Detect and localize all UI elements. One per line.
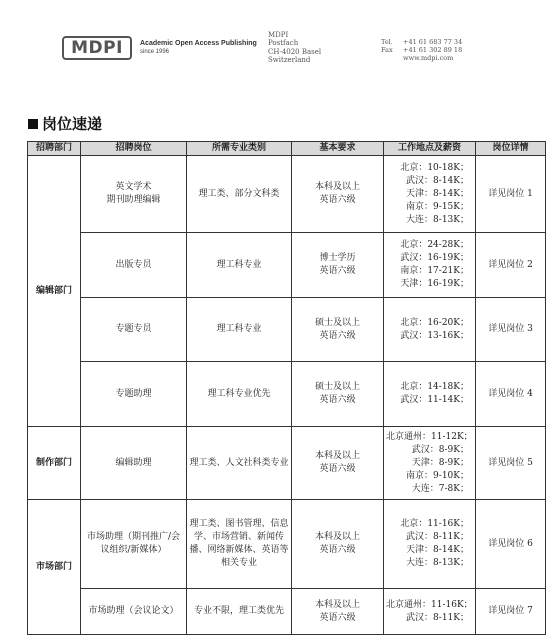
location-line: 大连：8-13K；: [406, 214, 469, 225]
cell-line: 市场助理（会议论文）: [88, 606, 179, 616]
cell-line: 本科及以上: [314, 182, 360, 192]
table-row: [28, 362, 546, 427]
location-line: 北京：14-18K；: [400, 382, 469, 392]
col-header: 岗位详情: [476, 142, 546, 156]
location-line: 大连：7-8K；: [411, 483, 469, 494]
contact-web[interactable]: www.mdpi.com: [403, 54, 454, 62]
location-salary-cell: [384, 233, 476, 298]
cell-line: 出版专员: [115, 259, 152, 270]
location-line: 武汉：16-19K；: [400, 253, 469, 263]
cell-line: 理工类、人文社科类专业: [189, 457, 289, 468]
requirement-cell: [292, 298, 384, 362]
cell-line: 英语六级: [319, 545, 356, 555]
table-header-row: [28, 142, 546, 156]
col-header: 基本要求: [292, 142, 384, 156]
location-line: 南京：9-10K；: [406, 470, 469, 481]
location-line: 武汉：11-14K；: [400, 395, 469, 405]
location-salary-cell: [384, 298, 476, 362]
cell-line: 理工科专业: [216, 259, 262, 270]
cell-line: 硕士及以上: [314, 382, 360, 392]
cell-line: 硕士及以上: [314, 317, 360, 328]
location-line: 北京：24-28K；: [400, 240, 469, 250]
table-row: [28, 427, 546, 500]
logo-mark: MDPI: [62, 36, 132, 60]
cell-line: 专题助理: [115, 388, 152, 399]
cell-line: 英语六级: [319, 266, 356, 276]
location-line: 北京：11-16K；: [400, 519, 469, 529]
cell-line: 专题专员: [115, 324, 152, 334]
location-salary-cell: [384, 362, 476, 427]
major-cell: [187, 427, 292, 500]
requirement-cell: [292, 233, 384, 298]
location-line: 北京通州：11-12K；: [386, 431, 473, 442]
cell-line: 理工类、部分文科类: [198, 188, 280, 199]
since-text: since 1996: [140, 49, 170, 55]
cell-line: 博士学历: [319, 253, 356, 263]
cell-line: 英语六级: [319, 464, 356, 474]
position-cell: [81, 298, 187, 362]
detail-link[interactable]: 详见岗位 5: [476, 427, 546, 500]
address-line: Switzerland: [268, 55, 311, 64]
location-line: 天津：8-9K；: [411, 457, 469, 468]
location-line: 北京通州：11-16K；: [386, 599, 473, 610]
location-line: 大连：8-13K；: [406, 558, 469, 568]
col-header: 所需专业类别: [187, 142, 292, 156]
contact-tel: Tel. +41 61 683 77 34: [381, 38, 463, 46]
cell-line: 期刊助理编辑: [106, 195, 161, 205]
cell-line: 英语六级: [319, 612, 356, 623]
cell-line: 理工类、图书管理、信息学、市场营销、新闻传播、网络新媒体、英语等相关专业: [189, 519, 289, 568]
major-cell: [187, 362, 292, 427]
position-cell: [81, 233, 187, 298]
col-header: 工作地点及薪资: [384, 142, 476, 156]
major-cell: [187, 233, 292, 298]
jobs-table: [27, 141, 546, 635]
location-line: 南京：9-15K；: [406, 201, 469, 212]
major-cell: [187, 500, 292, 589]
table-row: [28, 156, 546, 233]
location-line: 武汉：8-14K；: [406, 175, 469, 186]
dept-cell: 编辑部门: [28, 156, 81, 427]
major-cell: [187, 589, 292, 635]
table-row: [28, 589, 546, 635]
position-cell: [81, 500, 187, 589]
major-cell: [187, 156, 292, 233]
requirement-cell: [292, 500, 384, 589]
position-cell: [81, 427, 187, 500]
cell-line: 本科及以上: [314, 532, 360, 542]
cell-line: 英语六级: [319, 330, 356, 341]
square-bullet-icon: [28, 119, 38, 129]
location-line: 武汉：8-11K；: [406, 612, 469, 623]
address-block: [268, 31, 321, 64]
location-salary-cell: [384, 427, 476, 500]
detail-link[interactable]: 详见岗位 1: [476, 156, 546, 233]
detail-link[interactable]: 详见岗位 6: [476, 500, 546, 589]
cell-line: 英语六级: [319, 195, 356, 205]
location-line: 南京：17-21K；: [400, 266, 469, 276]
col-header: 招聘岗位: [81, 142, 187, 156]
requirement-cell: [292, 156, 384, 233]
cell-line: 本科及以上: [314, 451, 360, 461]
location-line: 北京：16-20K；: [400, 317, 469, 328]
cell-line: 专业不限，理工类优先: [193, 606, 284, 616]
location-line: 武汉：8-11K；: [406, 532, 469, 542]
cell-line: 理工科专业: [216, 324, 262, 334]
cell-line: 编辑助理: [115, 457, 152, 468]
detail-link[interactable]: 详见岗位 2: [476, 233, 546, 298]
cell-line: 本科及以上: [314, 599, 360, 610]
col-header: 招聘部门: [28, 142, 81, 156]
location-line: 天津：16-19K；: [400, 279, 469, 289]
detail-link[interactable]: 详见岗位 3: [476, 298, 546, 362]
position-cell: [81, 589, 187, 635]
position-cell: [81, 362, 187, 427]
requirement-cell: [292, 362, 384, 427]
mdpi-logo: [62, 36, 257, 60]
position-cell: [81, 156, 187, 233]
table-row: [28, 233, 546, 298]
detail-link[interactable]: 详见岗位 4: [476, 362, 546, 427]
requirement-cell: [292, 427, 384, 500]
cell-line: 理工科专业优先: [207, 388, 271, 399]
location-line: 武汉：8-9K；: [411, 444, 469, 455]
contact-fax: Fax +41 61 302 89 18: [381, 46, 463, 54]
major-cell: [187, 298, 292, 362]
address-line: Postfach: [268, 39, 299, 48]
logo-tagline: [140, 39, 257, 57]
requirement-cell: [292, 589, 384, 635]
cell-line: 英文学术: [115, 182, 152, 192]
location-line: 武汉：13-16K；: [400, 330, 469, 341]
location-salary-cell: [384, 156, 476, 233]
letterhead: [0, 0, 554, 80]
location-salary-cell: [384, 589, 476, 635]
address-line: CH-4020 Basel: [268, 47, 322, 56]
dept-cell: 市场部门: [28, 500, 81, 635]
location-line: 天津：8-14K；: [406, 188, 469, 199]
detail-link[interactable]: 详见岗位 7: [476, 589, 546, 635]
table-row: [28, 500, 546, 589]
location-salary-cell: [384, 500, 476, 589]
section-title: 岗位速递: [28, 113, 102, 134]
cell-line: 英语六级: [319, 395, 356, 405]
contact-block: [381, 38, 462, 62]
location-line: 天津：8-14K；: [406, 545, 469, 555]
location-line: 北京：10-18K；: [400, 162, 469, 173]
address-line: MDPI: [268, 31, 289, 39]
cell-line: 市场助理（期刊推广/会议组织/新媒体）: [86, 532, 181, 555]
table-row: [28, 298, 546, 362]
tagline-text: Academic Open Access Publishing: [140, 40, 257, 47]
dept-cell: 制作部门: [28, 427, 81, 500]
